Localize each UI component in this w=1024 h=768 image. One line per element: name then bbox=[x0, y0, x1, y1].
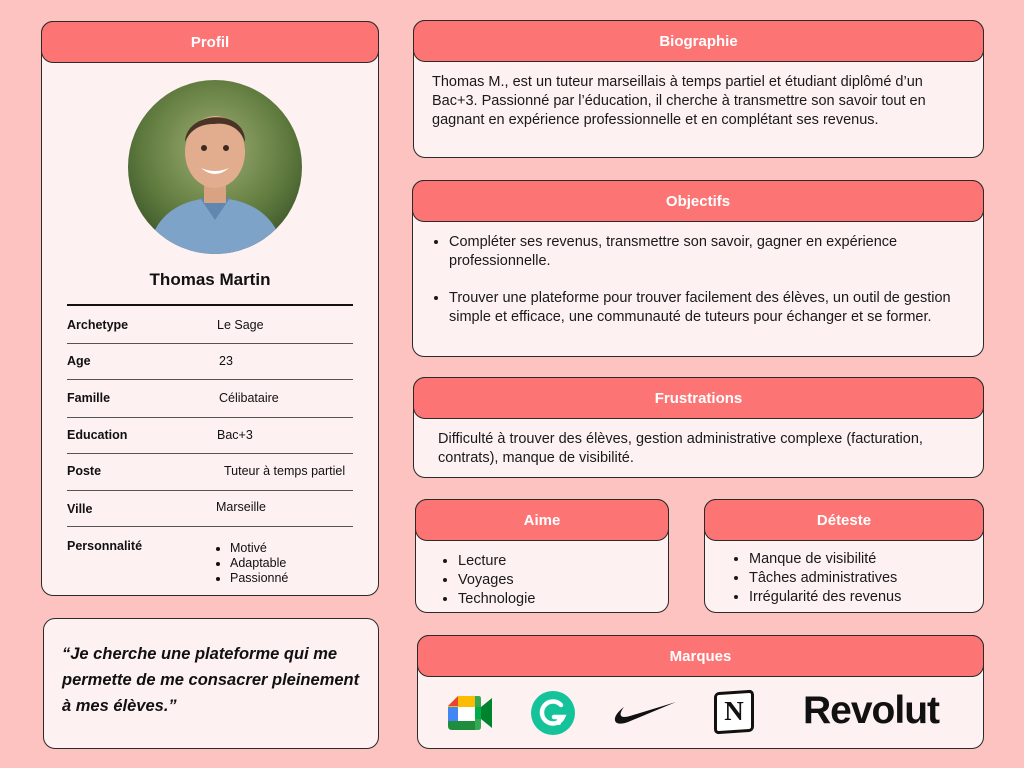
quote-card bbox=[43, 618, 379, 749]
list-item: • Trouver une plateforme pour trouver facilement des élèves, un outil de gestion simple et efficace, une communauté de tuteurs pour échanger et se former. bbox=[449, 289, 971, 327]
list-item: • Adaptable bbox=[230, 556, 288, 571]
biographie-header: Biographie bbox=[413, 20, 984, 62]
objectifs-header: Objectifs bbox=[412, 180, 984, 222]
biographie-card bbox=[413, 20, 984, 158]
list-item: • Motivé bbox=[230, 541, 288, 556]
aime-header: Aime bbox=[415, 499, 669, 541]
deteste-list bbox=[731, 550, 901, 607]
personnalite-list bbox=[214, 541, 288, 586]
list-item: • Passionné bbox=[230, 571, 288, 586]
grammarly-icon bbox=[530, 690, 576, 741]
list-item: • Voyages bbox=[458, 571, 535, 590]
profile-name: Thomas Martin bbox=[149, 270, 271, 289]
deteste-card bbox=[704, 499, 984, 613]
list-item: • Technologie bbox=[458, 590, 535, 609]
profile-photo bbox=[128, 80, 302, 254]
frustrations-text: Difficulté à trouver des élèves, gestion administrative complexe (facturation, contrats), manque de visibilité. bbox=[438, 431, 923, 466]
aime-card bbox=[415, 499, 669, 613]
list-item: • Compléter ses revenus, transmettre son savoir, gagner en expérience professionnelle. bbox=[449, 233, 971, 271]
frustrations-header: Frustrations bbox=[413, 377, 984, 419]
list-item: • Lecture bbox=[458, 552, 535, 571]
name-divider bbox=[67, 304, 353, 306]
frustrations-card bbox=[413, 377, 984, 478]
quote-text: “Je cherche une plateforme qui me permette de me consacrer pleinement à mes élèves.” bbox=[62, 645, 360, 715]
biographie-text: Thomas M., est un tuteur marseillais à temps partiel et étudiant diplômé d’un Bac+3. Passionné par l’éducation, il cherche à transmettre son savoir tout en gagnant en expérience professionnelle et en complétant ses revenus. bbox=[432, 74, 926, 128]
objectifs-card bbox=[412, 180, 984, 357]
objectifs-list bbox=[431, 233, 971, 327]
google-meet-icon bbox=[448, 694, 494, 737]
nike-icon bbox=[614, 700, 678, 733]
deteste-header: Déteste bbox=[704, 499, 984, 541]
list-item: • Manque de visibilité bbox=[749, 550, 901, 569]
notion-icon: N bbox=[712, 689, 756, 735]
revolut-logo: Revolut bbox=[803, 689, 940, 732]
profil-header: Profil bbox=[41, 21, 379, 63]
marques-header: Marques bbox=[417, 635, 984, 677]
list-item: • Tâches administratives bbox=[749, 569, 901, 588]
list-item: • Irrégularité des revenus bbox=[749, 588, 901, 607]
aime-list bbox=[440, 552, 535, 609]
marques-card bbox=[417, 635, 984, 749]
profil-card: Profil Thomas Martin Archetype Le Sage Age 23 Famille Célibataire Education Bac+3 Poste Tuteur à temps partiel Ville Marseille Personnalité • Motivé • Adaptable • Passionné bbox=[41, 21, 379, 596]
